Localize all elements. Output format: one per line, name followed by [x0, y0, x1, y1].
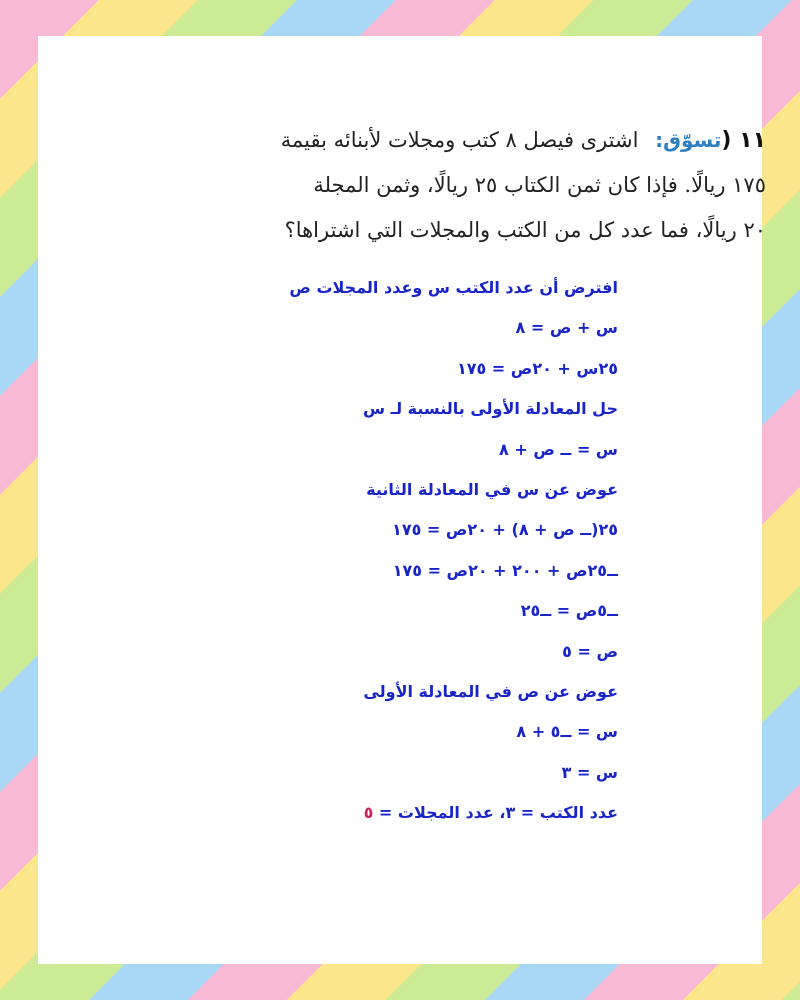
question-number: ١١ (	[721, 128, 766, 153]
problem-line-2: ١٧٥ ريالًا. فإذا كان ثمن الكتاب ٢٥ ريالًا، وثمن المجلة	[313, 173, 766, 197]
final-answer-text: عدد الكتب = ٣، عدد المجلات =	[373, 803, 618, 823]
solution-step-11: عوض عن ص في المعادلة الأولى	[363, 681, 618, 701]
solution-step-3: ٢٥س + ٢٠ص = ١٧٥	[456, 358, 618, 378]
problem-statement	[116, 118, 766, 253]
final-answer	[98, 793, 618, 833]
problem-text-line-1: اشترى فيصل ٨ كتب ومجلات لأبنائه بقيمة	[280, 128, 639, 152]
solution-step-7: ٢٥(ــ ص + ٨) + ٢٠ص = ١٧٥	[392, 520, 618, 540]
solution-step-5: س = ــ ص + ٨	[499, 439, 618, 459]
final-answer-magazines-value: ٥	[363, 803, 374, 823]
solution-step-10: ص = ٥	[562, 641, 618, 661]
solution-step-12: س = ــ٥ + ٨	[516, 722, 618, 742]
solution-step-13: س = ٣	[561, 762, 618, 782]
question-label: تسوّق:	[655, 128, 722, 152]
problem-line-3: ٢٠ ريالًا، فما عدد كل من الكتب والمجلات التي اشتراها؟	[284, 218, 766, 242]
solution-steps	[98, 268, 618, 833]
solution-step-1: افترض أن عدد الكتب س وعدد المجلات ص	[289, 278, 618, 297]
solution-step-9: ــ٥ص = ــ٢٥	[520, 601, 618, 621]
solution-step-6: عوض عن س في المعادلة الثانية	[366, 479, 618, 499]
solution-step-4: حل المعادلة الأولى بالنسبة لـ س	[362, 399, 618, 419]
problem-line-1	[116, 118, 766, 163]
solution-step-8: ــ٢٥ص + ٢٠٠ + ٢٠ص = ١٧٥	[392, 560, 618, 580]
solution-step-2: س + ص = ٨	[515, 318, 618, 338]
